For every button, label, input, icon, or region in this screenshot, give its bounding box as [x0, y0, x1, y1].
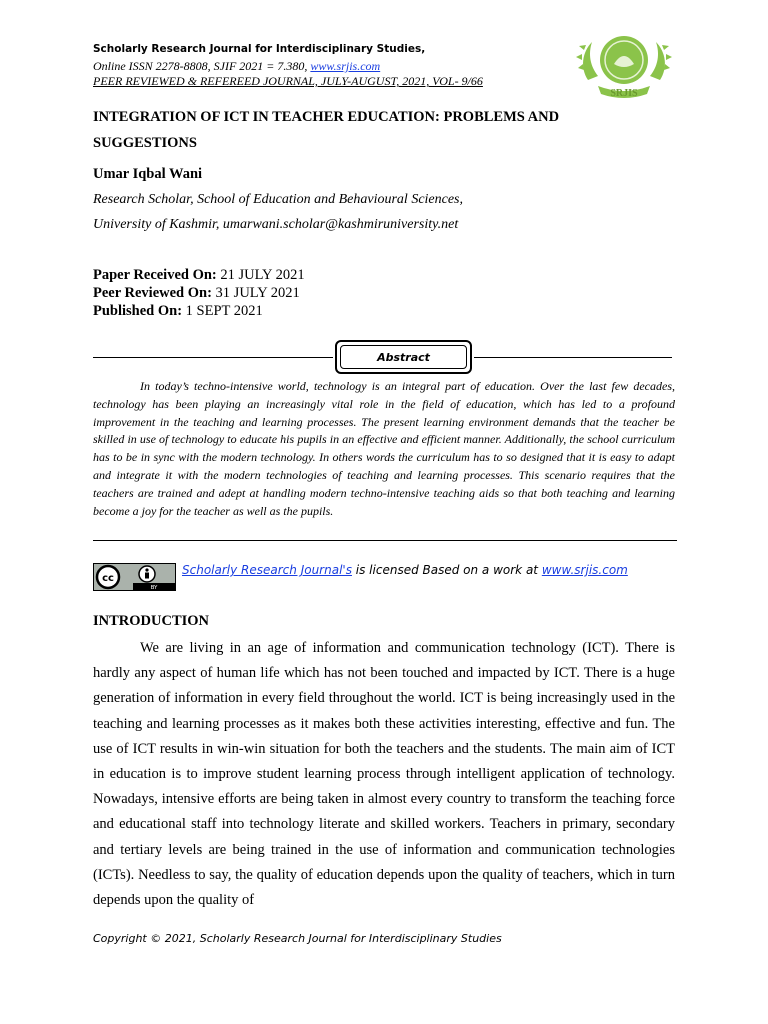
abstract-divider-right: [474, 357, 672, 358]
abstract-heading-box: [335, 340, 472, 374]
abstract-text: In today’s techno-intensive world, technology is an integral part of education. Over the last few decades, technology has been playing an increasingly vital role in the field of education, which has led to a profound improvement in the teaching and learning processes. The present learning environment demands that the teacher be skilled in use of technology to educate his pupils in an effective and efficient manner. Additionally, the school curriculum has to be in sync with the modern technology. In others words the curriculum has to so designed that it is easy to adapt and integrate it with the modern technologies of teaching and learning processes. This scenario requires that the teachers are trained and adept at handling modern techno-intensive teaching aids so that both teaching and learning become a joy for the teacher as well as the pupils.: [93, 379, 675, 518]
by-label: BY: [150, 585, 158, 591]
peer-review-line: PEER REVIEWED & REFEREED JOURNAL, JULY-AUGUST, 2021, VOL- 9/66: [93, 74, 483, 88]
reviewed-date: Peer Reviewed On: 31 JULY 2021: [93, 285, 300, 301]
abstract-bottom-rule: [93, 540, 677, 541]
author-name: Umar Iqbal Wani: [93, 166, 203, 182]
issn-line: [93, 59, 380, 74]
cc-by-license-icon[interactable]: [93, 563, 176, 591]
srjis-logo: [574, 30, 674, 100]
copyright-footer: Copyright © 2021, Scholarly Research Journal for Interdisciplinary Studies: [93, 932, 502, 945]
introduction-paragraph: We are living in an age of information and communication technology (ICT). There is hardly any aspect of human life which has not been touched and impacted by ICT. There is a huge generation of information in every field throughout the world. ICT is being increasingly used in the teaching and learning processes as it makes both these activities interesting, effective and fun. The use of ICT results in win-win situation for both the teachers and the students. The main aim of ICT in education is to improve student learning process through intelligent application of technology. Nowadays, intensive efforts are being taken in almost every country to transform the teaching force and educational staff into technology literate and skilled workers. Teachers in primary, secondary and tertiary levels are being trained in the use of information and communication technologies (ICTs). Needless to say, the quality of education depends upon the quality of teachers, which in turn depends upon the quality of: [93, 640, 675, 909]
journal-license-link[interactable]: Scholarly Research Journal's: [182, 563, 352, 577]
issn-text: Online ISSN 2278-8808, SJIF 2021 = 7.380,: [93, 59, 311, 73]
published-date: Published On: 1 SEPT 2021: [93, 303, 263, 319]
introduction-heading: INTRODUCTION: [93, 613, 210, 629]
license-site-link[interactable]: www.srjis.com: [541, 563, 628, 577]
paper-dates: [93, 266, 305, 320]
license-middle-text: is licensed Based on a work at: [351, 563, 542, 577]
received-date: Paper Received On: 21 JULY 2021: [93, 267, 305, 283]
logo-text: SRJIS: [610, 88, 638, 99]
paper-title: INTEGRATION OF ICT IN TEACHER EDUCATION: PROBLEMS AND SUGGESTIONS: [93, 109, 560, 151]
abstract-divider-left: [93, 357, 333, 358]
author-affiliation: Research Scholar, School of Education and Behavioural Sciences,: [93, 192, 464, 207]
cc-label: cc: [102, 573, 114, 584]
author-affiliation-email: University of Kashmir, umarwani.scholar@kashmiruniversity.net: [93, 217, 459, 232]
journal-website-link[interactable]: www.srjis.com: [310, 59, 381, 73]
journal-name: Scholarly Research Journal for Interdisciplinary Studies,: [93, 43, 426, 55]
abstract-heading: Abstract: [340, 345, 467, 369]
license-statement: [182, 563, 628, 577]
